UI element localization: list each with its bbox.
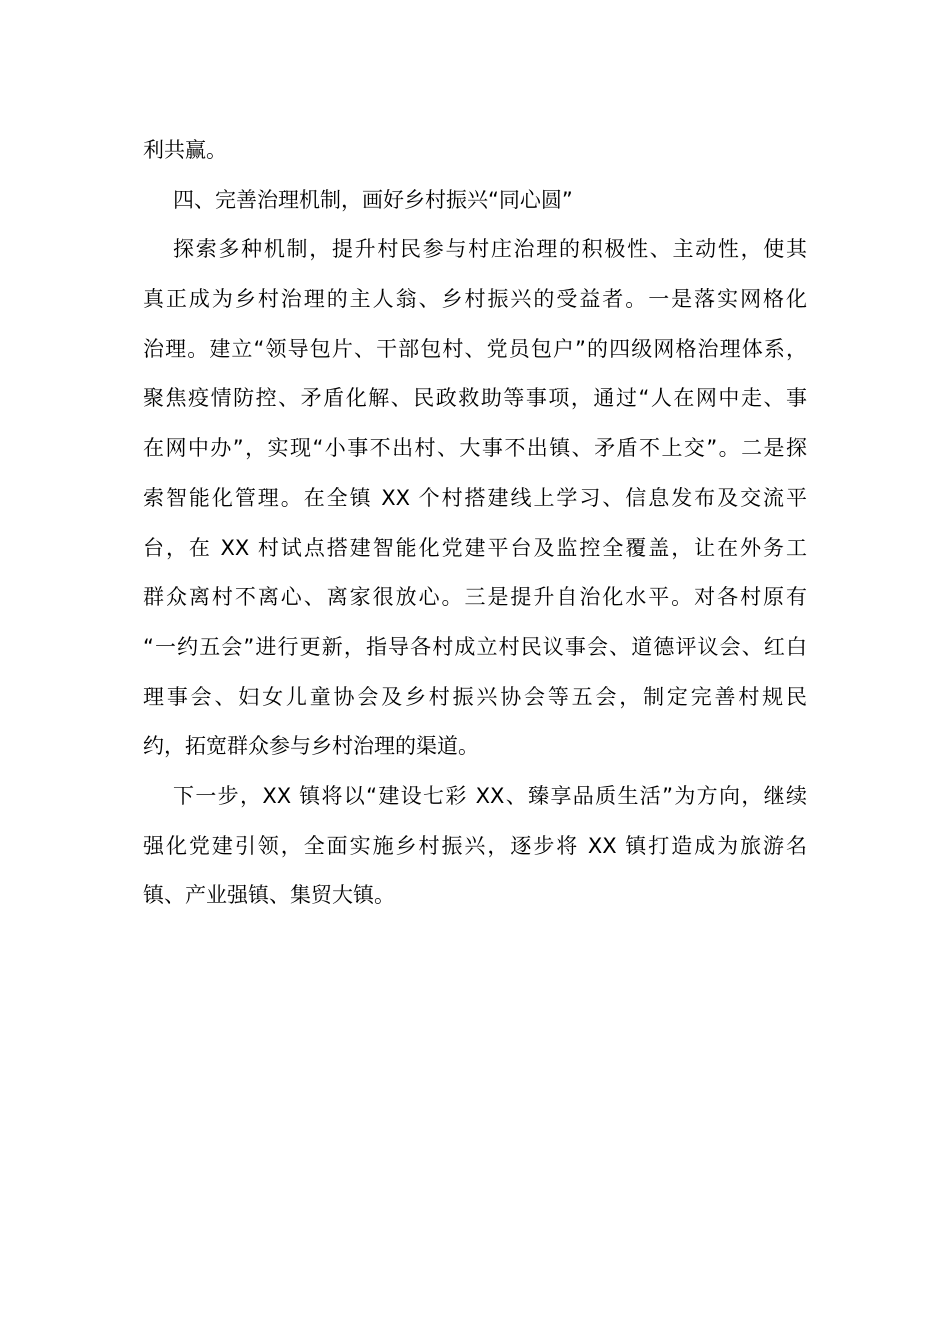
text-line: 利共赢。 — [143, 138, 227, 162]
text-line: 探索多种机制，提升村民参与村庄治理的积极性、主动性，使其 — [173, 237, 807, 262]
text-line: 约，拓宽群众参与乡村治理的渠道。 — [143, 734, 479, 759]
text-line: 下一步，XX 镇将以“建设七彩 XX、臻享品质生活”为方向，继续 — [173, 783, 807, 808]
text-line: 治理。建立“领导包片、干部包村、党员包户”的四级网格治理体系， — [143, 336, 807, 361]
text-line: 在网中办”，实现“小事不出村、大事不出镇、矛盾不上交”。二是探 — [143, 436, 807, 461]
paragraph-continuation — [143, 126, 807, 176]
heading-line: 四、完善治理机制，画好乡村振兴“同心圆” — [173, 187, 573, 212]
text-line: 群众离村不离心、离家很放心。三是提升自治化水平。对各村原有 — [143, 585, 807, 610]
text-line: 真正成为乡村治理的主人翁、乡村振兴的受益者。一是落实网格化 — [143, 287, 807, 312]
paragraph-next-step — [143, 772, 807, 921]
document-body — [143, 126, 807, 921]
section-heading — [143, 176, 807, 226]
text-line: 台，在 XX 村试点搭建智能化党建平台及监控全覆盖，让在外务工 — [143, 535, 807, 560]
paragraph-governance — [143, 225, 807, 772]
text-line: 索智能化管理。在全镇 XX 个村搭建线上学习、信息发布及交流平 — [143, 485, 807, 510]
text-line: 理事会、妇女儿童协会及乡村振兴协会等五会，制定完善村规民 — [143, 684, 807, 709]
text-line: 强化党建引领，全面实施乡村振兴，逐步将 XX 镇打造成为旅游名 — [143, 833, 807, 858]
text-line: 镇、产业强镇、集贸大镇。 — [143, 883, 395, 908]
text-line: “一约五会”进行更新，指导各村成立村民议事会、道德评议会、红白 — [143, 634, 807, 659]
text-line: 聚焦疫情防控、矛盾化解、民政救助等事项，通过“人在网中走、事 — [143, 386, 807, 411]
